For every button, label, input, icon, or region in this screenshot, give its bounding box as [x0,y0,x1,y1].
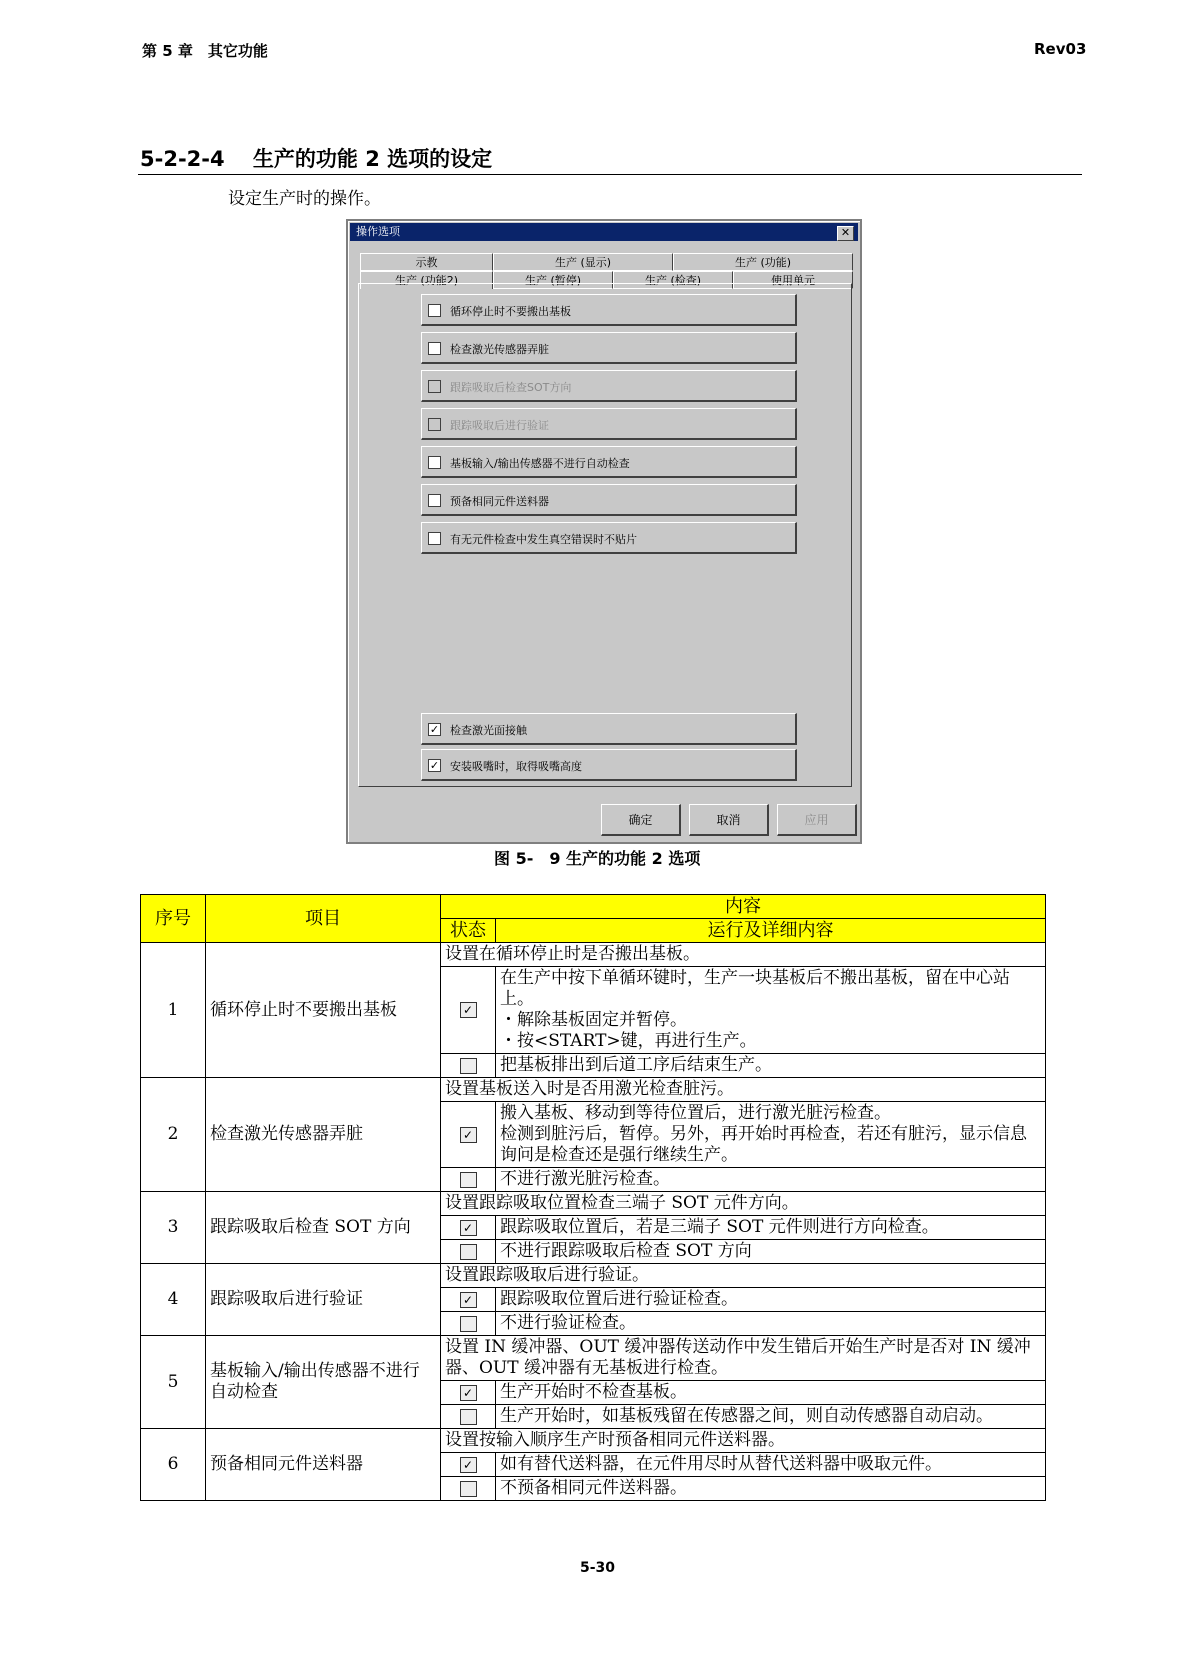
row-description: 设置按输入顺序生产时预备相同元件送料器。 [441,1429,1046,1453]
state-cell [441,1312,496,1336]
option-label: 预备相同元件送料器 [450,495,549,508]
row-on-detail: 搬入基板、移动到等待位置后，进行激光脏污检查。 检测到脏污后，暂停。另外，再开始时再检查，若还有脏污，显示信息询问是检查还是强行继续生产。 [496,1102,1046,1168]
option-label: 检查激光面接触 [450,724,527,737]
state-cell [441,1477,496,1501]
cancel-button[interactable]: 取消 [689,804,769,836]
checked-box-icon: ✓ [460,1002,477,1018]
state-cell [441,1381,496,1405]
unchecked-box-icon [460,1058,477,1074]
row-item: 预备相同元件送料器 [206,1429,441,1501]
row-on-detail: 如有替代送料器，在元件用尽时从替代送料器中吸取元件。 [496,1453,1046,1477]
dialog-title: 操作选项 [356,225,400,238]
option-no-mount-on-vacuum-error[interactable] [421,522,797,554]
row-num: 6 [141,1429,206,1501]
dialog-titlebar [350,223,858,241]
option-label: 检查激光传感器弄脏 [450,343,549,356]
tab-production-function2[interactable]: 生产 (功能2) [360,271,493,289]
state-cell [441,1240,496,1264]
checkbox[interactable] [428,532,441,545]
row-off-detail: 生产开始时，如基板残留在传感器之间，则自动传感器自动启动。 [496,1405,1046,1429]
option-label: 跟踪吸取后进行验证 [450,419,549,432]
state-cell [441,1453,496,1477]
tab-use-unit[interactable]: 使用单元 [733,271,853,289]
row-item: 基板输入/输出传感器不进行自动检查 [206,1336,441,1429]
checkbox [428,380,441,393]
table-row [141,1264,1046,1288]
row-on-detail: 跟踪吸取位置后进行验证检查。 [496,1288,1046,1312]
option-label: 有无元件检查中发生真空错误时不贴片 [450,533,637,546]
header-state: 状态 [441,919,496,943]
operation-options-dialog [346,219,862,844]
chapter-header: 第 5 章 其它功能 [142,42,268,60]
unchecked-box-icon [460,1172,477,1188]
unchecked-box-icon [460,1316,477,1332]
row-on-detail: 生产开始时不检查基板。 [496,1381,1046,1405]
tab-teach[interactable]: 示教 [360,253,493,271]
close-icon[interactable]: ✕ [837,226,854,241]
checkbox[interactable]: ✓ [429,759,440,772]
row-num: 3 [141,1192,206,1264]
checkbox[interactable] [428,494,441,507]
checked-box-icon: ✓ [460,1220,477,1236]
row-description: 设置 IN 缓冲器、OUT 缓冲器传送动作中发生错后开始生产时是否对 IN 缓冲器、OUT 缓冲器有无基板进行检查。 [441,1336,1046,1381]
row-off-detail: 把基板排出到后道工序后结束生产。 [496,1054,1046,1078]
header-detail: 运行及详细内容 [496,919,1046,943]
revision-label: Rev03 [1034,40,1087,58]
table-row [141,1192,1046,1216]
figure-caption: 图 5- 9 生产的功能 2 选项 [494,849,701,868]
checked-box-icon: ✓ [460,1292,477,1308]
row-description: 设置基板送入时是否用激光检查脏污。 [441,1078,1046,1102]
state-cell [441,1405,496,1429]
settings-table [140,894,1046,1501]
option-no-unload-on-cycle-stop[interactable] [421,294,797,326]
row-off-detail: 不预备相同元件送料器。 [496,1477,1046,1501]
table-row [141,943,1046,967]
state-cell [441,1102,496,1168]
option-backup-feeder[interactable] [421,484,797,516]
tab-production-function[interactable]: 生产 (功能) [673,253,853,271]
row-off-detail: 不进行激光脏污检查。 [496,1168,1046,1192]
row-num: 1 [141,943,206,1078]
tab-production-display[interactable]: 生产 (显示) [493,253,673,271]
state-cell [441,1288,496,1312]
checkbox [428,418,441,431]
state-cell [441,1216,496,1240]
option-laser-dirt-check[interactable] [421,332,797,364]
apply-button: 应用 [777,804,857,836]
section-subtitle: 设定生产时的操作。 [228,189,381,209]
row-item: 跟踪吸取后检查 SOT 方向 [206,1192,441,1264]
checkbox[interactable] [428,342,441,355]
row-num: 2 [141,1078,206,1192]
header-item: 项目 [206,895,441,943]
option-verify-after-tracking [421,408,797,440]
table-row [141,1078,1046,1102]
row-item: 跟踪吸取后进行验证 [206,1264,441,1336]
page-number: 5-30 [580,1560,616,1576]
ok-button[interactable]: 确定 [601,804,681,836]
option-laser-surface-contact[interactable] [421,713,797,745]
row-num: 4 [141,1264,206,1336]
checked-box-icon: ✓ [460,1457,477,1473]
checkbox[interactable] [428,304,441,317]
option-label: 循环停止时不要搬出基板 [450,305,571,318]
checkbox[interactable] [428,456,441,469]
row-description: 设置跟踪吸取位置检查三端子 SOT 元件方向。 [441,1192,1046,1216]
checked-box-icon: ✓ [460,1385,477,1401]
header-content: 内容 [441,895,1046,919]
option-no-auto-sensor-check[interactable] [421,446,797,478]
checked-box-icon: ✓ [460,1127,477,1143]
table-row [141,1429,1046,1453]
state-cell [441,967,496,1054]
row-off-detail: 不进行验证检查。 [496,1312,1046,1336]
section-divider [138,174,1082,175]
section-title: 5-2-2-4 生产的功能 2 选项的设定 [140,147,493,171]
row-on-detail: 在生产中按下单循环键时，生产一块基板后不搬出基板，留在中心站上。 ・解除基板固定并暂停。 ・按<START>键，再进行生产。 [496,967,1046,1054]
row-item: 检查激光传感器弄脏 [206,1078,441,1192]
table-row [141,1336,1046,1381]
options-panel [358,283,852,787]
row-item: 循环停止时不要搬出基板 [206,943,441,1078]
row-on-detail: 跟踪吸取位置后，若是三端子 SOT 元件则进行方向检查。 [496,1216,1046,1240]
row-description: 设置跟踪吸取后进行验证。 [441,1264,1046,1288]
unchecked-box-icon [460,1244,477,1260]
option-nozzle-height[interactable] [421,749,797,781]
row-description: 设置在循环停止时是否搬出基板。 [441,943,1046,967]
option-label: 基板输入/输出传感器不进行自动检查 [450,457,630,470]
unchecked-box-icon [460,1481,477,1497]
row-off-detail: 不进行跟踪吸取后检查 SOT 方向 [496,1240,1046,1264]
header-num: 序号 [141,895,206,943]
option-label: 安装吸嘴时，取得吸嘴高度 [450,760,582,773]
row-num: 5 [141,1336,206,1429]
tab-production-check[interactable]: 生产 (检查) [613,271,733,289]
option-sot-direction-check [421,370,797,402]
state-cell [441,1168,496,1192]
option-label: 跟踪吸取后检查SOT方向 [450,381,572,394]
tab-production-pause[interactable]: 生产 (暂停) [493,271,613,289]
tab-row-top [360,253,853,271]
unchecked-box-icon [460,1409,477,1425]
state-cell [441,1054,496,1078]
checkbox[interactable]: ✓ [429,723,440,736]
